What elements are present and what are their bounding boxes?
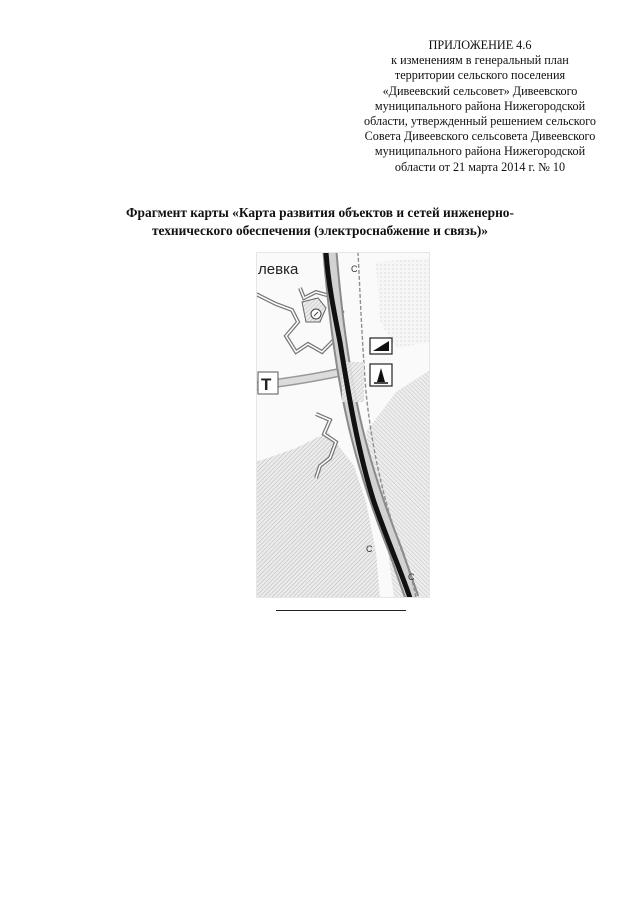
- appendix-line: области от 21 марта 2014 г. № 10: [394, 159, 566, 174]
- line-mark-top: С: [351, 264, 358, 274]
- appendix-line: «Дивеевский сельсовет» Дивеевского: [382, 83, 578, 98]
- appendix-line: муниципального района Нижегородской: [374, 144, 586, 159]
- line-mark-middle: С: [366, 544, 373, 554]
- separator-line: [276, 610, 406, 611]
- document-title-line-1: Фрагмент карты «Карта развития объектов и сетей инженерно-: [126, 205, 514, 220]
- appendix-line: муниципального района Нижегородской: [374, 98, 586, 113]
- appendix-line: Совета Дивеевского сельсовета Дивеевского: [364, 129, 596, 144]
- substation-icon: [370, 338, 392, 354]
- document-title-line-2: технического обеспечения (электроснабжение и связь)»: [151, 223, 488, 238]
- appendix-line: территории сельского поселения: [394, 68, 566, 83]
- area-letter: Т: [261, 375, 272, 394]
- village-label: левка: [258, 261, 299, 278]
- appendix-header: [330, 38, 630, 175]
- appendix-line: области, утвержденный решением сельского: [364, 114, 596, 129]
- communication-tower-icon: [370, 364, 392, 386]
- appendix-line: ПРИЛОЖЕНИЕ 4.6: [428, 38, 532, 52]
- map-fragment: [256, 252, 430, 598]
- line-mark-bottom: С: [408, 572, 415, 582]
- document-title: [40, 204, 600, 240]
- appendix-line: к изменениям в генеральный план: [391, 53, 569, 68]
